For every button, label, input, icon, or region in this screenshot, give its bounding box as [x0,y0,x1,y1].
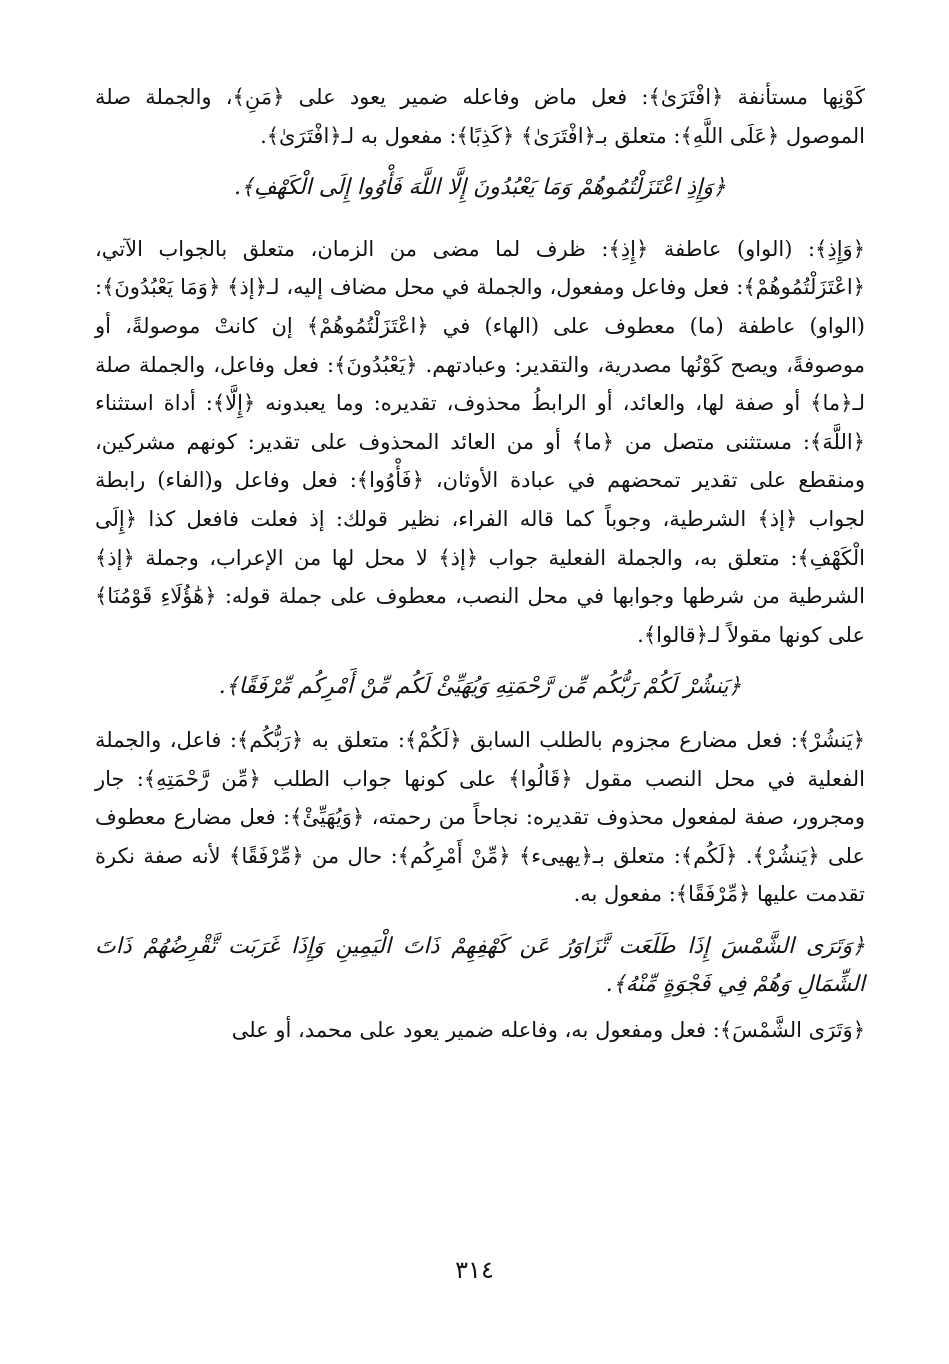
page-number: ٣١٤ [455,1256,494,1284]
paragraph-1: كَوْنِها مستأنفة ﴿افْتَرَىٰ﴾: فعل ماض وفاعله ضمير يعود على ﴿مَنِ﴾، والجملة صلة الموصول ﴿عَلَى اللَّهِ﴾: متعلق بـ﴿افْتَرَىٰ﴾ ﴿كَذِبًا﴾: مفعول به لـ﴿افْتَرَىٰ﴾. [95,85,865,148]
paragraph-4: ﴿وَتَرَى الشَّمْسَ﴾: فعل ومفعول به، وفاعله ضمير يعود على محمد، أو على [231,1018,865,1043]
verse-3: ﴿وَتَرَى الشَّمْسَ إِذَا طَلَعَت تَّزَاوَرُ عَن كَهْفِهِمْ ذَاتَ الْيَمِينِ وَإِذَا غَرَبَت تَّقْرِضُهُمْ ذَاتَ الشِّمَالِ وَهُمْ فِي فَجْوَةٍ مِّنْهُ﴾. [95,933,865,998]
paragraph-3: ﴿يَنشُرْ﴾: فعل مضارع مجزوم بالطلب السابق ﴿لَكُمْ﴾: متعلق به ﴿رَبُّكُم﴾: فاعل، والجملة الفعلية في محل النصب مقول ﴿قَالُوا﴾ على كونها جواب الطلب ﴿مِّن رَّحْمَتِهِ﴾: جار ومجرور، صفة لمفعول محذوف تقديره: نجاحاً من رحمته، ﴿وَيُهَيِّئْ﴾: فعل مضارع معطوف على ﴿يَنشُرْ﴾. ﴿لَكُم﴾: متعلق بـ﴿يهيىء﴾ ﴿مِّنْ أَمْرِكُم﴾: حال من ﴿مِّرْفَقًا﴾ لأنه صفة نكرة تقدمت عليها ﴿مِّرْفَقًا﴾: مفعول به. [95,727,865,907]
page-body [95,78,865,1050]
verse-1: ﴿وَإِذِ اعْتَزَلْتُمُوهُمْ وَمَا يَعْبُدُونَ إِلَّا اللَّهَ فَأْوُوا إِلَى الْكَهْفِ﴾. [234,175,726,201]
paragraph-2: ﴿وَإِذِ﴾: (الواو) عاطفة ﴿إِذِ﴾: ظرف لما مضى من الزمان، متعلق بالجواب الآتي، ﴿اعْتَزَلْتُمُوهُمْ﴾: فعل وفاعل ومفعول، والجملة في محل مضاف إليه، لـ﴿إذ﴾ ﴿وَمَا يَعْبُدُونَ﴾: (الواو) عاطفة (ما) معطوف على (الهاء) في ﴿اعْتَزَلْتُمُوهُمْ﴾ إن كانتْ موصولةً، أو موصوفةً، ويصح كَوْنُها مصدرية، والتقدير: وعبادتهم. ﴿يَعْبُدُونَ﴾: فعل وفاعل، والجملة صلة لـ﴿ما﴾ أو صفة لها، والعائد، أو الرابطُ محذوف، تقديره: وما يعبدونه ﴿إِلَّا﴾: أداة استثناء ﴿اللَّهَ﴾: مستثنى متصل من ﴿ما﴾ أو من العائد المحذوف على تقدير: كونهم مشركين، ومنقطع على تقدير تمحضهم في عبادة الأوثان، ﴿فَأْوُوا﴾: فعل وفاعل و(الفاء) رابطة لجواب ﴿إذ﴾ الشرطية، وجوباً كما قاله الفراء، نظير قولك: إذ فعلت فافعل كذا ﴿إِلَى الْكَهْفِ﴾: متعلق به، والجملة الفعلية جواب ﴿إذ﴾ لا محل لها من الإعراب، وجملة ﴿إذ﴾ الشرطية من شرطها وجوابها في محل النصب، معطوف على جملة قوله: ﴿هَٰؤُلَاءِ قَوْمُنَا﴾ على كونها مقولاً لـ﴿قالوا﴾. [95,236,865,647]
verse-2: ﴿يَنشُرْ لَكُمْ رَبُّكُم مِّن رَّحْمَتِهِ وَيُهَيِّئْ لَكُم مِّنْ أَمْرِكُم مِّرْفَقًا﴾. [218,674,742,700]
